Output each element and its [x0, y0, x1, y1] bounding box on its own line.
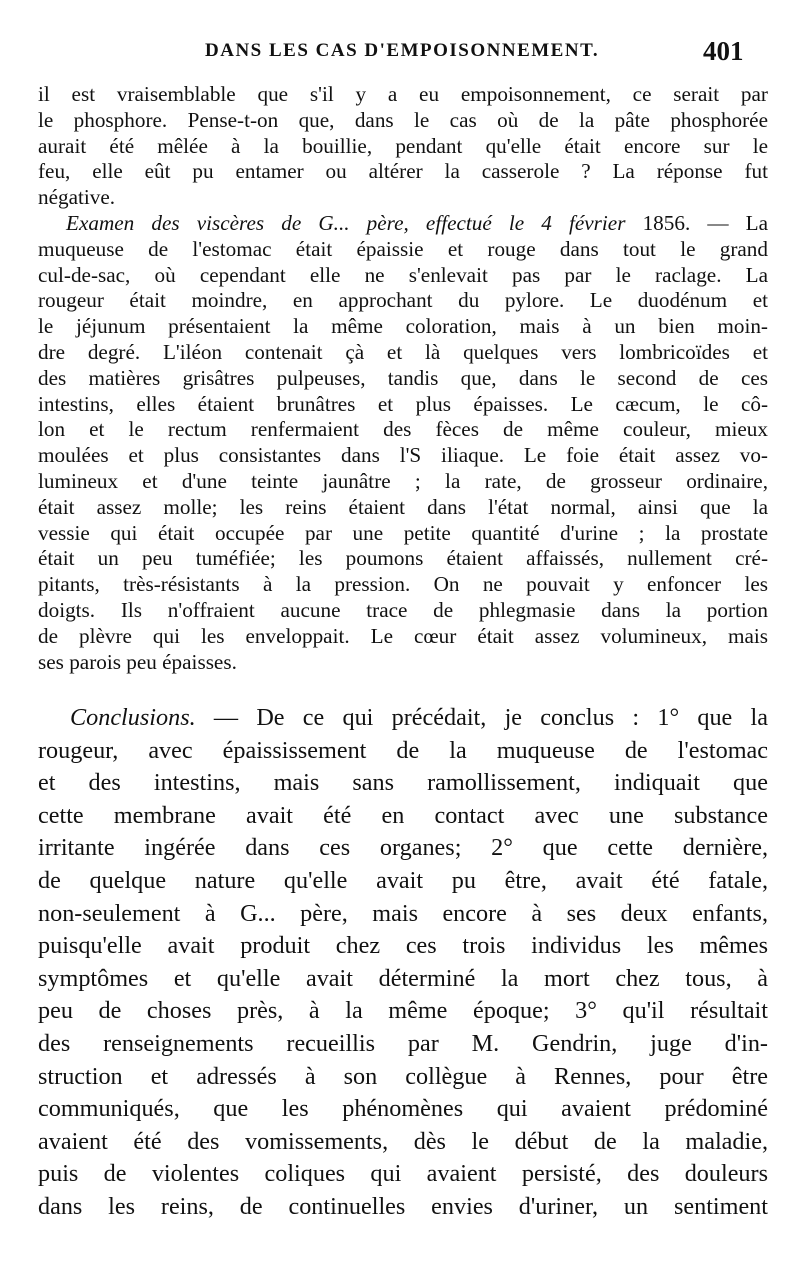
text-line: et des intestins, mais sans ramollissement, indiquait que [38, 769, 768, 797]
running-head: DANS LES CAS D'EMPOISONNEMENT. [205, 40, 600, 61]
text-line: non-seulement à G... père, mais encore à ses deux enfants, [38, 899, 768, 927]
text-line: ses parois peu épaisses. [38, 649, 237, 674]
text-line: irritante ingérée dans ces organes; 2° que cette dernière, [38, 834, 768, 862]
text-line: il est vraisemblable que s'il y a eu empoisonnement, ce serait par [38, 82, 768, 106]
text-line: aurait été mêlée à la bouillie, pendant qu'elle était encore sur le [38, 133, 768, 158]
text-line: struction et adressés à son collègue à Rennes, pour être [38, 1062, 768, 1090]
text-line: avaient été des vomissements, dès le début de la maladie, [38, 1127, 768, 1155]
text-line: dre degré. L'iléon contenait çà et là quelques vers lombricoïdes et [38, 339, 768, 364]
page-header [0, 38, 800, 78]
text-line: était un peu tuméfiée; les poumons étaient affaissés, nullement cré- [38, 546, 768, 571]
text-line: pitants, très-résistants à la pression. On ne pouvait y enfoncer les [38, 572, 768, 597]
text-line: de plèvre qui les enveloppait. Le cœur était assez volumineux, mais [38, 623, 768, 648]
conclusions-first: — De ce qui précédait, je conclus : 1° que la [195, 704, 768, 731]
text-line: moulées et plus consistantes dans l'S iliaque. Le foie était assez vo- [38, 443, 768, 468]
text-line: le phosphore. Pense-t-on que, dans le cas où de la pâte phosphorée [38, 107, 768, 132]
text-line: cul-de-sac, où cependant elle ne s'enlevait pas par le raclage. La [38, 262, 768, 287]
text-line: rougeur était moindre, en approchant du pylore. Le duodénum et [38, 288, 768, 313]
text-line: puisqu'elle avait produit chez ces trois individus les mêmes [38, 932, 768, 960]
text-line: des matières grisâtres pulpeuses, tandis que, dans le second de ces [38, 365, 768, 390]
small-print-section [38, 82, 768, 675]
text-line: cette membrane avait été en contact avec une substance [38, 801, 768, 829]
text-line: était assez molle; les reins étaient dans l'état normal, ainsi que la [38, 494, 768, 519]
text-line: le jéjunum présentaient la même coloration, mais à un bien moin- [38, 314, 768, 339]
text-line: intestins, elles étaient brunâtres et plus épaisses. Le cæcum, le cô- [38, 391, 768, 416]
text-line: feu, elle eût pu entamer ou altérer la casserole ? La réponse fut [38, 159, 768, 184]
text-line: lon et le rectum renfermaient des fèces de même couleur, mieux [38, 417, 768, 442]
conclusions-label: Conclusions. [70, 704, 196, 731]
exam-year: 1856. — La [625, 210, 768, 235]
text-line: puis de violentes coliques qui avaient persisté, des douleurs [38, 1160, 768, 1188]
conclusions-heading-line [38, 702, 768, 735]
text-line: lumineux et d'une teinte jaunâtre ; la rate, de grosseur ordinaire, [38, 468, 768, 493]
text-line: rougeur, avec épaississement de la muqueuse de l'estomac [38, 736, 768, 764]
page-number: 401 [703, 36, 744, 66]
text-line: vessie qui était occupée par une petite quantité d'urine ; la prostate [38, 520, 768, 545]
exam-heading: Examen des viscères de G... père, effectué le 4 février [66, 210, 626, 235]
exam-heading-line [38, 211, 768, 237]
text-line: négative. [38, 185, 116, 210]
text-line: communiqués, que les phénomènes qui avaient prédominé [38, 1095, 768, 1123]
text-line: doigts. Ils n'offraient aucune trace de phlegmasie dans la portion [38, 597, 768, 622]
text-line: symptômes et qu'elle avait déterminé la mort chez tous, à [38, 964, 768, 992]
text-line: peu de choses près, à la même époque; 3° qu'il résultait [38, 997, 768, 1025]
text-line: dans les reins, de continuelles envies d'uriner, un sentiment [38, 1192, 768, 1220]
text-line: de quelque nature qu'elle avait pu être, avait été fatale, [38, 866, 768, 894]
text-line: muqueuse de l'estomac était épaissie et rouge dans tout le grand [38, 236, 768, 261]
text-line: des renseignements recueillis par M. Gendrin, juge d'in- [38, 1029, 768, 1057]
large-print-section [38, 702, 768, 1224]
